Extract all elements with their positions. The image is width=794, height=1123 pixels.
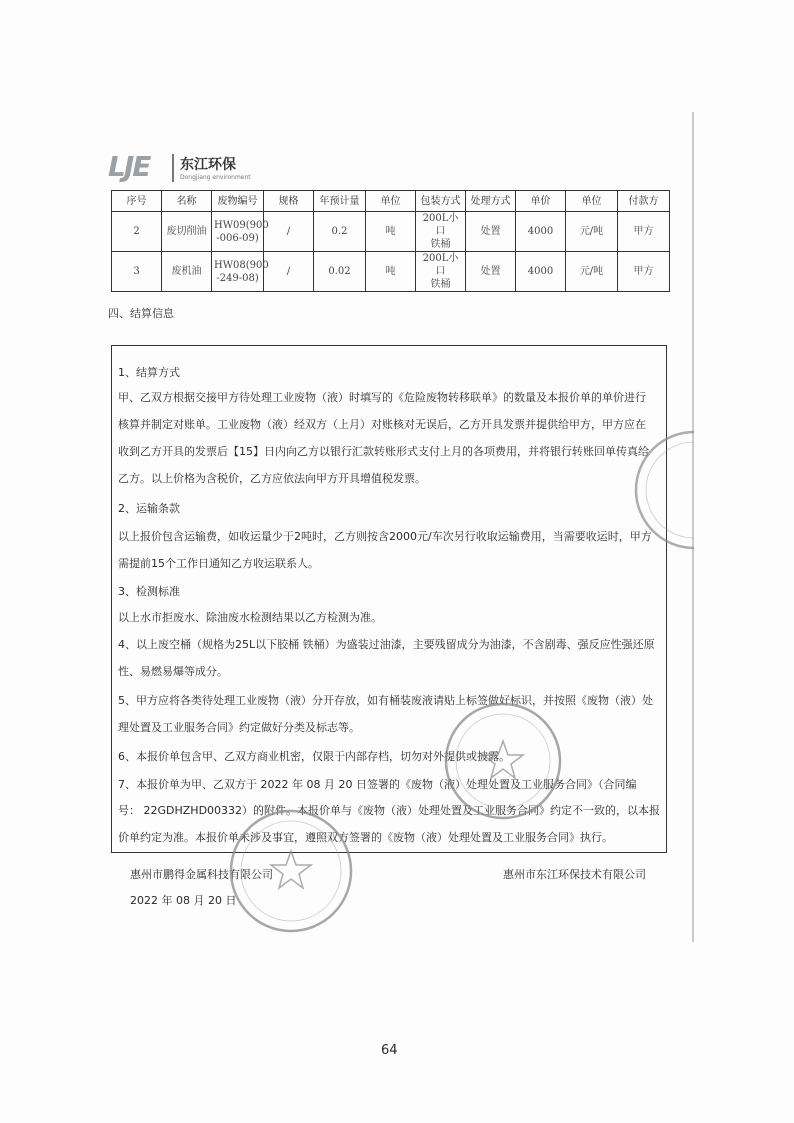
section-title: 四、结算信息	[108, 307, 174, 320]
term-line: 甲、乙双方根据交接甲方待处理工业废物（液）时填写的《危险废物转移联单》的数量及本报价单的单价进行	[118, 391, 646, 404]
cell-name: 废切削油	[162, 212, 212, 252]
party-a-company: 惠州市鹏得金属科技有限公司	[130, 868, 273, 881]
cell-price-unit: 元/吨	[566, 212, 618, 252]
header-cell: 付款方	[618, 191, 670, 212]
party-a-seal	[225, 805, 357, 937]
code-line-2: -249-08)	[216, 272, 259, 284]
fee-table	[111, 190, 670, 292]
header-cell: 规格	[264, 191, 314, 212]
cell-name: 废机油	[162, 252, 212, 292]
page-number: 64	[381, 1043, 398, 1058]
code-line-2: -006-09)	[216, 232, 259, 244]
term-line: 5、甲方应将各类待处理工业废物（液）分开存放，如有桶装废液请贴上标签做好标识，并按照《废物（液）处	[118, 694, 653, 707]
header-cell: 序号	[112, 191, 162, 212]
cell-code	[212, 252, 269, 292]
term-line: 收到乙方开具的发票后【15】日内向乙方以银行汇款转账形式支付上月的各项费用，并将银行转账回单传真给	[118, 445, 649, 458]
pack-line-2: 铁桶	[430, 279, 451, 290]
company-logo	[108, 150, 288, 188]
cell-method: 处置	[466, 252, 516, 292]
signature-date: 2022 年 08 月 20 日	[130, 894, 237, 907]
term-line: 以上报价包含运输费，如收运量少于2吨时，乙方则按含2000元/车次另行收取运输费用，当需要收运时，甲方	[118, 530, 652, 543]
cell-price: 4000	[516, 212, 566, 252]
logo-mark: LJE	[108, 150, 150, 183]
term-line: 价单约定为准。本报价单未涉及事宜，遵照双方签署的《废物（液）处理处置及工业服务合同》执行。	[118, 831, 613, 844]
cell-unit: 吨	[366, 252, 416, 292]
logo-company-english: Dongjiang environment	[180, 174, 251, 181]
term-line: 乙方。以上价格为含税价，乙方应依法向甲方开具增值税发票。	[118, 472, 426, 485]
term-line: 7、本报价单为甲、乙双方于 2022 年 08 月 20 日签署的《废物（液）处理处置及工业服务合同》（合同编	[118, 778, 637, 791]
table-row	[112, 252, 670, 292]
code-line-1: HW09(900	[214, 219, 269, 231]
header-cell: 单位	[366, 191, 416, 212]
term-line: 1、结算方式	[118, 366, 180, 379]
term-line: 核算并制定对账单。工业废物（液）经双方（上月）对账核对无误后，乙方开具发票并提供给甲方，甲方应在	[118, 418, 646, 431]
header-cell: 处理方式	[466, 191, 516, 212]
cell-packaging	[416, 212, 466, 252]
cell-no: 2	[112, 212, 162, 252]
term-line: 以上水市拒废水、除油废水检测结果以乙方检测为准。	[118, 611, 382, 624]
header-cell: 年预计量	[314, 191, 366, 212]
cell-method: 处置	[466, 212, 516, 252]
cell-no: 3	[112, 252, 162, 292]
code-line-1: HW08(900	[214, 259, 269, 271]
term-line: 号： 22GDHZHD00332）的附件。本报价单与《废物（液）处理处置及工业服务合同》约定不一致的，以本报	[118, 804, 661, 817]
cell-payer: 甲方	[618, 252, 670, 292]
cell-spec: /	[264, 252, 314, 292]
party-b-company: 惠州市东江环保技术有限公司	[503, 868, 646, 881]
cell-unit: 吨	[366, 212, 416, 252]
cell-price: 4000	[516, 252, 566, 292]
pack-line-1: 200L小口	[422, 213, 459, 237]
term-line: 理处置及工业服务合同》约定做好分类及标志等。	[118, 721, 360, 734]
logo-divider	[172, 154, 174, 182]
term-line: 6、本报价单包含甲、乙双方商业机密，仅限于内部存档，切勿对外提供或披露。	[118, 750, 510, 763]
term-line: 4、以上废空桶（规格为25L以下胶桶 铁桶）为盛装过油漆，主要残留成分为油漆，不含剧毒、强反应性强还原	[118, 638, 655, 651]
header-cell: 废物编号	[212, 191, 264, 212]
cell-quantity: 0.2	[314, 212, 366, 252]
cell-quantity: 0.02	[314, 252, 366, 292]
table-header-row	[112, 191, 670, 212]
cell-spec: /	[264, 212, 314, 252]
header-cell: 包装方式	[416, 191, 466, 212]
cell-price-unit: 元/吨	[566, 252, 618, 292]
term-line: 2、运输条款	[118, 502, 180, 515]
pack-line-2: 铁桶	[430, 239, 451, 250]
term-line: 性、易燃易爆等成分。	[118, 665, 228, 678]
pack-line-1: 200L小口	[422, 253, 459, 277]
header-cell: 单价	[516, 191, 566, 212]
cell-payer: 甲方	[618, 212, 670, 252]
edge-seal-partial	[630, 430, 694, 550]
term-line: 需提前15个工作日通知乙方收运联系人。	[118, 557, 319, 570]
logo-company-name: 东江环保	[180, 157, 236, 173]
header-cell: 单位	[566, 191, 618, 212]
cell-code	[212, 212, 269, 252]
party-b-seal	[440, 698, 566, 824]
term-line: 3、检测标准	[118, 585, 180, 598]
table-row	[112, 212, 670, 252]
header-cell: 名称	[162, 191, 212, 212]
cell-packaging	[416, 252, 466, 292]
